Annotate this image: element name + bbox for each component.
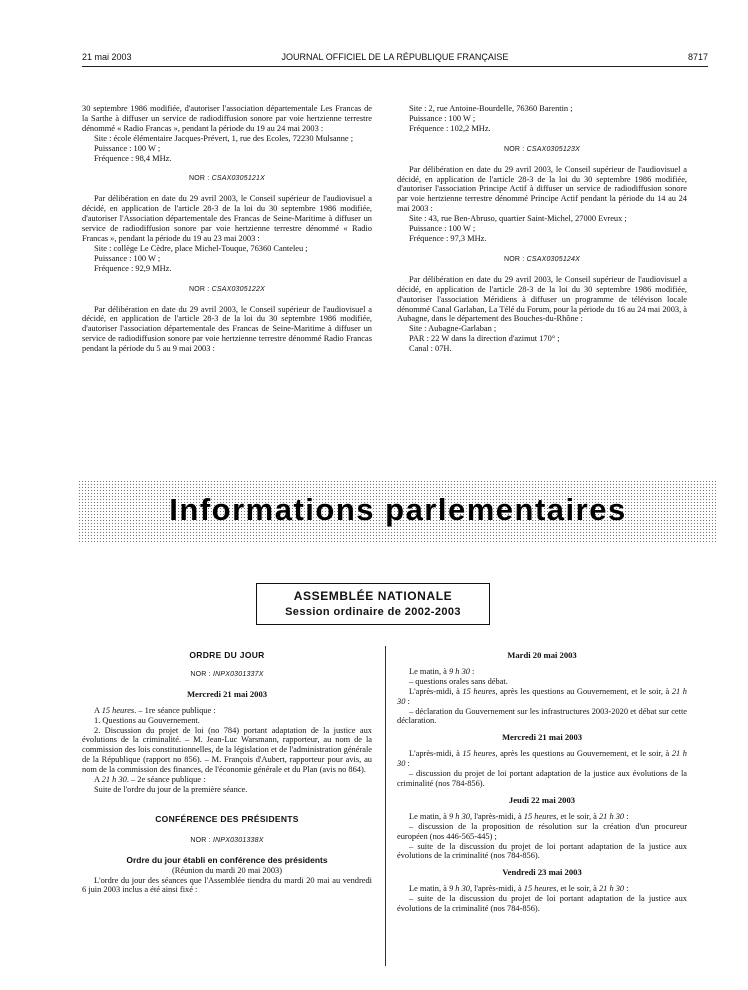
top-right-column bbox=[397, 104, 687, 354]
session-line: L'après-midi, à 15 heures, après les questions au Gouvernement, et le soir, à 21 h 30 : bbox=[397, 749, 687, 769]
assemblee-nationale-box bbox=[256, 583, 490, 625]
session-subtitle: Session ordinaire de 2002-2003 bbox=[285, 606, 461, 618]
site-line: Site : école élémentaire Jacques-Prévert, 1, rue des Ecoles, 72230 Mulsanne ; bbox=[94, 133, 354, 143]
puissance-line: Puissance : 100 W ; bbox=[409, 113, 476, 123]
page-header bbox=[82, 52, 708, 66]
session-line: Le matin, à 9 h 30 : bbox=[409, 666, 475, 676]
agenda-item: – discussion de la proposition de résolution sur la création d'un procureur européen (nos 446-565-445) ; bbox=[397, 821, 687, 841]
canal-line: Canal : 07H. bbox=[409, 344, 452, 354]
session-line: A 21 h 30. – 2e séance publique : bbox=[94, 775, 206, 785]
paragraph: 30 septembre 1986 modifiée, d'autoriser l'association départementale Les Francas de la Sarthe à diffuser un service de radiodiffusion sonore par voie hertzienne terrestre dénommé « Radio Francas », pendant la période du 19 au 24 mai 2003 : bbox=[82, 104, 372, 133]
day-heading: Mercredi 21 mai 2003 bbox=[186, 688, 268, 699]
puissance-line: Puissance : 100 W ; bbox=[409, 224, 476, 234]
paragraph: Par délibération en date du 29 avril 2003, le Conseil supérieur de l'audiovisuel a décidé, en application de l'article 28-3 de la loi du 30 septembre 1986 modifiée, d'autoriser l'Association départementale des Francas de Seine-Maritime à diffuser un service de radiodiffusion sonore par voie hertzienne terrestre dénommé « Radio Francas », pendant la période du 19 au 23 mai 2003 : bbox=[82, 194, 372, 243]
paragraph: L'ordre du jour des séances que l'Assemblée tiendra du mardi 20 mai au vendredi 6 juin 2003 inclus a été ainsi fixé : bbox=[82, 875, 372, 895]
nor-reference: NOR : CSAX0305122X bbox=[189, 285, 265, 293]
session-line: Le matin, à 9 h 30, l'après-midi, à 15 heures, et le soir, à 21 h 30 : bbox=[409, 811, 629, 821]
informations-parlementaires-banner bbox=[78, 480, 718, 544]
paragraph: Par délibération en date du 29 avril 2003, le Conseil supérieur de l'audiovisuel a décidé, en application de l'article 28-3 de la loi du 30 septembre 1986 modifiée, d'autoriser l'association Méridiens à diffuser un programme de télévison locale dénommé Canal Garlaban, La Télé du Forum, pour la période du 16 au 24 mai 2003, à Aubagne, dans le département des Bouches-du-Rhône : bbox=[397, 274, 687, 324]
frequence-line: Fréquence : 98,4 MHz. bbox=[94, 153, 172, 163]
session-line: Le matin, à 9 h 30, l'après-midi, à 15 heures, et le soir, à 21 h 30 : bbox=[409, 884, 629, 894]
site-line: Site : collège Le Cèdre, place Michel-Touque, 76360 Canteleu ; bbox=[94, 243, 308, 253]
banner-title: Informations parlementaires bbox=[169, 492, 627, 527]
column-divider bbox=[385, 646, 386, 966]
agenda-item: – suite de la discussion du projet de loi portant adaptation de la justice aux évolutions de la criminalité (nos 784-856). bbox=[397, 894, 687, 914]
reunion-line: (Réunion du mardi 20 mai 2003) bbox=[171, 865, 283, 875]
nor-reference: NOR : INPX0301337X bbox=[190, 670, 264, 678]
session-line: L'après-midi, à 15 heures, après les questions au Gouvernement, et le soir, à 21 h 30 : bbox=[397, 686, 687, 706]
session-line: A 15 heures. – 1re séance publique : bbox=[94, 705, 216, 715]
nor-reference: NOR : CSAX0305123X bbox=[504, 145, 580, 153]
day-heading: Vendredi 23 mai 2003 bbox=[502, 867, 582, 878]
conference-heading: CONFÉRENCE DES PRÉSIDENTS bbox=[155, 813, 299, 824]
frequence-line: Fréquence : 92,9 MHz. bbox=[94, 263, 172, 273]
ordre-etabli-heading: Ordre du jour établi en conférence des présidents bbox=[126, 854, 328, 865]
paragraph: Par délibération en date du 29 avril 2003, le Conseil supérieur de l'audiovisuel a décidé, en application de l'article 28-3 de la loi du 30 septembre 1986 modifiée, d'autoriser l'association Principe Actif à diffuser un service de radiodiffusion sonore par voie hertzienne terrestre dénommé Principe Actif pendant la période du 14 au 24 mai 2003 : bbox=[397, 164, 687, 214]
par-line: PAR : 22 W dans la direction d'azimut 170° ; bbox=[409, 334, 560, 344]
assemblee-title: ASSEMBLÉE NATIONALE bbox=[293, 589, 453, 603]
agenda-item: – suite de la discussion du projet de loi portant adaptation de la justice aux évolutions de la criminalité (nos 784-856). bbox=[397, 841, 687, 861]
day-heading: Jeudi 22 mai 2003 bbox=[508, 794, 576, 805]
day-heading: Mardi 20 mai 2003 bbox=[507, 650, 577, 660]
header-date: 21 mai 2003 bbox=[82, 52, 132, 62]
agenda-item: – discussion du projet de loi portant adaptation de la justice aux évolutions de la criminalité (nos 784-856). bbox=[397, 769, 687, 788]
header-page-number: 8717 bbox=[687, 52, 708, 62]
bottom-left-column bbox=[82, 651, 372, 895]
site-line: Site : Aubagne-Garlaban ; bbox=[409, 324, 497, 334]
nor-reference: NOR : CSAX0305124X bbox=[504, 255, 580, 263]
day-heading: Mercredi 21 mai 2003 bbox=[501, 732, 583, 743]
agenda-item: – déclaration du Gouvernement sur les infrastructures 2003-2020 et débat sur cette déclaration. bbox=[397, 706, 687, 726]
frequence-line: Fréquence : 97,3 MHz. bbox=[409, 233, 487, 243]
ordre-du-jour-heading: ORDRE DU JOUR bbox=[189, 650, 265, 660]
agenda-item: 2. Discussion du projet de loi (no 784) portant adaptation de la justice aux évolutions de la criminalité. – M. Jean-Luc Warsmann, rapporteur, au nom de la commission des lois constitutionnelles, de la législation et de l'administration générale de la République (rapport no 856). – M. François d'Aubert, rapporteur pour avis, au nom de la commission des finances, de l'économie générale et du Plan (avis no 864). bbox=[82, 725, 372, 775]
header-rule bbox=[82, 66, 708, 67]
agenda-item: – questions orales sans débat. bbox=[409, 676, 508, 686]
puissance-line: Puissance : 100 W ; bbox=[94, 253, 161, 263]
site-line: Site : 43, rue Ben-Abruso, quartier Saint-Michel, 27000 Evreux ; bbox=[409, 214, 627, 224]
header-journal-title: JOURNAL OFFICIEL DE LA RÉPUBLIQUE FRANÇAISE bbox=[281, 52, 509, 62]
site-line: Site : 2, rue Antoine-Bourdelle, 76360 Barentin ; bbox=[409, 104, 573, 113]
frequence-line: Fréquence : 102,2 MHz. bbox=[409, 123, 491, 133]
puissance-line: Puissance : 100 W ; bbox=[94, 143, 161, 153]
agenda-item: Suite de l'ordre du jour de la première séance. bbox=[94, 784, 248, 794]
nor-reference: NOR : CSAX0305121X bbox=[189, 175, 265, 183]
paragraph: Par délibération en date du 29 avril 2003, le Conseil supérieur de l'audiovisuel a décidé, en application de l'article 28-3 de la loi du 30 septembre 1986 modifiée, d'autoriser l'association départementale des Francas de Seine-Maritime à diffuser un service de radiodiffusion sonore par voie hertzienne terrestre dénommé Radio Francas pendant la période du 5 au 9 mai 2003 : bbox=[82, 304, 372, 354]
bottom-right-column bbox=[397, 651, 687, 914]
top-left-column bbox=[82, 104, 372, 354]
nor-reference: NOR : INPX0301338X bbox=[190, 836, 264, 844]
agenda-item: 1. Questions au Gouvernement. bbox=[94, 715, 200, 725]
